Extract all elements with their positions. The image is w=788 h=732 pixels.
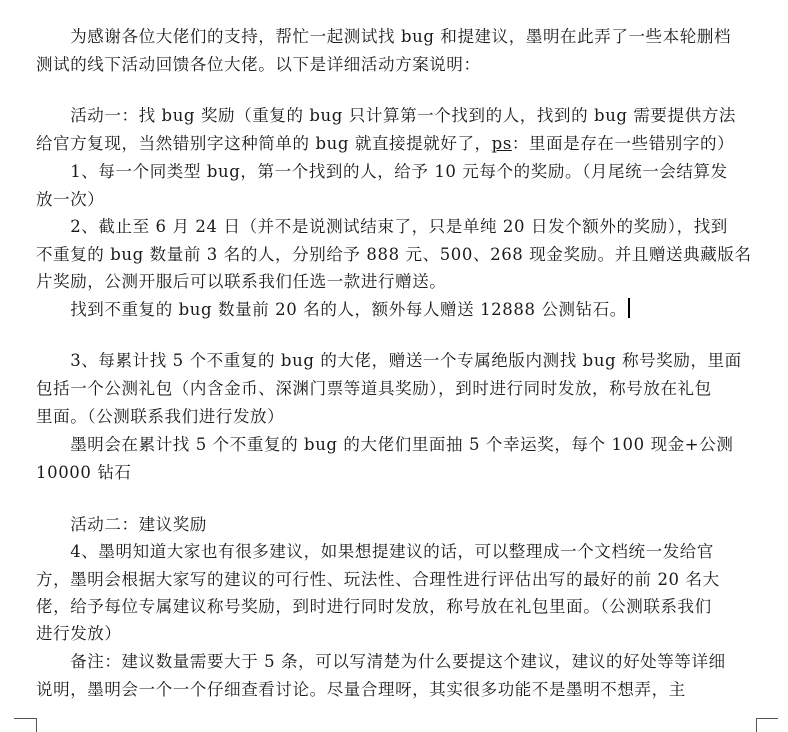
text-run: 给官方复现，当然错别字这种简单的 bug 就直接提就好了， [36, 134, 492, 153]
paragraph-line: 3、每累计找 5 个不重复的 bug 的大佬，赠送一个专属绝版内测找 bug 称号奖励，里面 [36, 351, 742, 370]
paragraph-line: 4、墨明知道大家也有很多建议，如果想提建议的话，可以整理成一个文档统一发给官 [36, 542, 714, 561]
section-heading: 活动二：建议奖励 [36, 515, 207, 534]
paragraph-line [36, 131, 758, 156]
paragraph-line: 里面。（公测联系我们进行发放） [36, 407, 285, 426]
paragraph-line: 2、截止至 6 月 24 日（并不是说测试结束了，只是单纯 20 日发个额外的奖励），找到 [36, 217, 728, 236]
paragraph-line: 佬，给予每位专属建议称号奖励，到时进行同时发放，称号放在礼包里面。（公测联系我们 [36, 597, 712, 616]
text-run: ：里面是存在一些错别字的） [511, 134, 735, 153]
paragraph-line: 说明，墨明会一个一个仔细查看讨论。尽量合理呀，其实很多功能不是墨明不想弄，主 [36, 680, 686, 699]
paragraph-line: 找到不重复的 bug 数量前 20 名的人，额外每人赠送 12888 公测钻石。 [36, 300, 627, 319]
paragraph-line: 为感谢各位大佬们的支持，帮忙一起测试找 bug 和提建议，墨明在此弄了一些本轮删档 [36, 27, 732, 46]
paragraph-line: 进行发放） [36, 624, 122, 643]
paragraph-line: 方，墨明会根据大家写的建议的可行性、玩法性、合理性进行评估出写的最好的前 20 名大 [36, 570, 720, 589]
paragraph-line: 放一次） [36, 190, 105, 209]
paragraph-line: 墨明会在累计找 5 个不重复的 bug 的大佬们里面抽 5 个幸运奖，每个 100 现金+公测 [36, 435, 734, 454]
paragraph-line: 片奖励，公测开服后可以联系我们任选一款进行赠送。 [36, 272, 447, 291]
text-cursor [628, 298, 630, 318]
paragraph-line: 不重复的 bug 数量前 3 名的人，分别给予 888 元、500、268 现金奖励。并且赠送典藏版名 [36, 245, 752, 264]
paragraph-line: 测试的线下活动回馈各位大佬。以下是详细活动方案说明： [36, 55, 481, 74]
paragraph-line: 包括一个公测礼包（内含金币、深渊门票等道具奖励），到时进行同时发放，称号放在礼包 [36, 379, 712, 398]
paragraph-line: 备注：建议数量需要大于 5 条，可以写清楚为什么要提这个建议，建议的好处等等详细 [36, 652, 726, 671]
underlined-text-run: ps [491, 134, 512, 153]
paragraph-line: 10000 钻石 [36, 463, 132, 482]
paragraph-line: 活动一：找 bug 奖励（重复的 bug 只计算第一个找到的人，找到的 bug 需要提供方法 [36, 106, 737, 125]
paragraph-line: 1、每一个同类型 bug，第一个找到的人，给予 10 元每个的奖励。（月尾统一会结算发 [36, 162, 728, 181]
